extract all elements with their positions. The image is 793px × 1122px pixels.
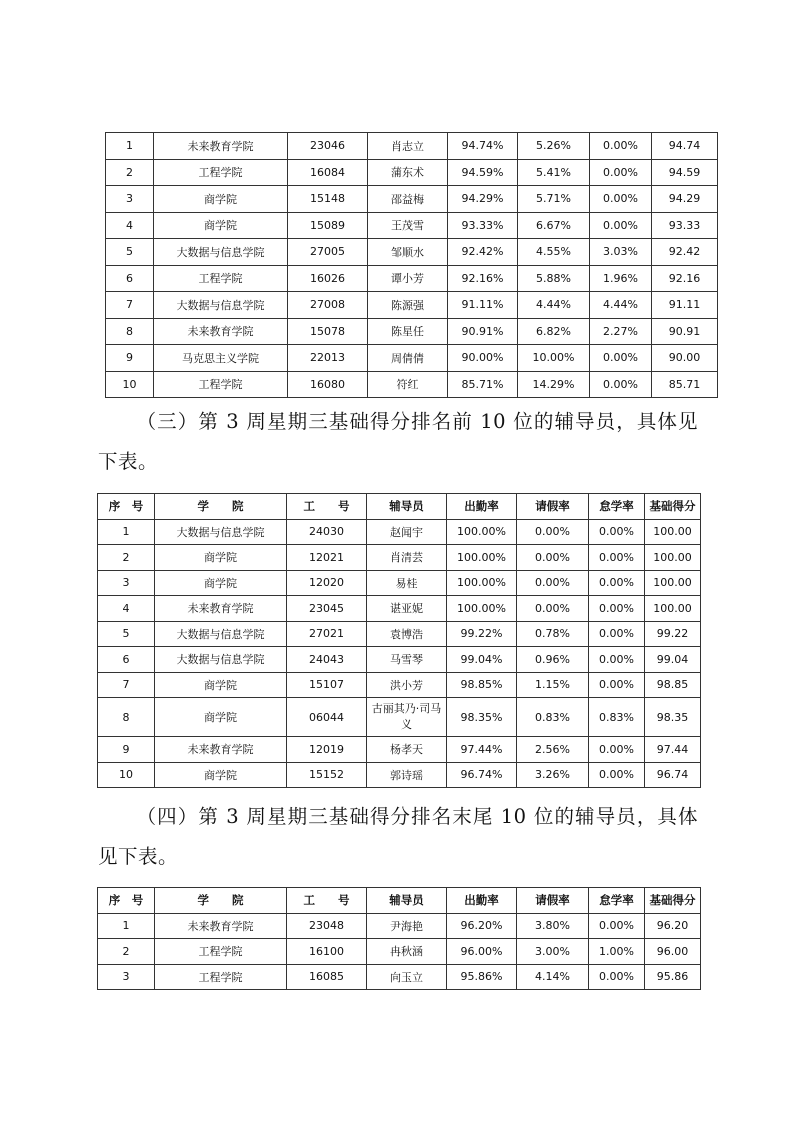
cell-base-score: 94.29 [652, 186, 718, 213]
cell-leave-rate: 3.26% [517, 762, 589, 788]
header-counselor: 辅导员 [367, 494, 447, 520]
cell-counselor: 蒲东术 [368, 159, 448, 186]
cell-truancy-rate: 4.44% [590, 292, 652, 319]
cell-staff-id: 16100 [287, 939, 367, 965]
top-10-table [97, 493, 701, 788]
cell-rank: 9 [98, 737, 155, 763]
table-row [106, 345, 718, 372]
table-row [106, 239, 718, 266]
cell-counselor: 谭小芳 [368, 265, 448, 292]
section-3-heading: （三）第 3 周星期三基础得分排名前 10 位的辅导员，具体见下表。 [98, 410, 698, 473]
cell-college: 马克思主义学院 [154, 345, 288, 372]
cell-rank: 10 [98, 762, 155, 788]
cell-counselor: 洪小芳 [367, 672, 447, 698]
cell-leave-rate: 6.82% [518, 318, 590, 345]
cell-attendance-rate: 97.44% [447, 737, 517, 763]
cell-leave-rate: 5.41% [518, 159, 590, 186]
cell-staff-id: 15089 [288, 212, 368, 239]
cell-college: 大数据与信息学院 [155, 647, 287, 673]
cell-truancy-rate: 0.00% [590, 371, 652, 398]
cell-leave-rate: 0.00% [517, 545, 589, 571]
cell-staff-id: 15148 [288, 186, 368, 213]
table-row [98, 596, 701, 622]
cell-rank: 1 [106, 133, 154, 160]
table-row [98, 621, 701, 647]
cell-base-score: 90.91 [652, 318, 718, 345]
cell-base-score: 96.74 [645, 762, 701, 788]
cell-leave-rate: 0.96% [517, 647, 589, 673]
cell-counselor: 袁博浩 [367, 621, 447, 647]
section-4-heading: （四）第 3 周星期三基础得分排名末尾 10 位的辅导员，具体见下表。 [98, 805, 698, 868]
cell-base-score: 100.00 [645, 596, 701, 622]
cell-base-score: 96.20 [645, 913, 701, 939]
cell-truancy-rate: 1.00% [589, 939, 645, 965]
cell-college: 工程学院 [154, 265, 288, 292]
cell-attendance-rate: 99.04% [447, 647, 517, 673]
cell-college: 工程学院 [154, 371, 288, 398]
cell-staff-id: 06044 [287, 698, 367, 737]
cell-staff-id: 16084 [288, 159, 368, 186]
table-row [98, 939, 701, 965]
cell-attendance-rate: 98.85% [447, 672, 517, 698]
cell-attendance-rate: 100.00% [447, 545, 517, 571]
cell-truancy-rate: 0.00% [590, 345, 652, 372]
cell-counselor: 肖清芸 [367, 545, 447, 571]
cell-college: 大数据与信息学院 [155, 621, 287, 647]
cell-attendance-rate: 93.33% [448, 212, 518, 239]
cell-base-score: 93.33 [652, 212, 718, 239]
cell-leave-rate: 2.56% [517, 737, 589, 763]
cell-attendance-rate: 99.22% [447, 621, 517, 647]
table-row [106, 318, 718, 345]
cell-base-score: 100.00 [645, 545, 701, 571]
cell-truancy-rate: 0.00% [589, 913, 645, 939]
cell-college: 商学院 [154, 186, 288, 213]
header-college: 学 院 [155, 494, 287, 520]
cell-leave-rate: 0.00% [517, 596, 589, 622]
cell-college: 商学院 [155, 762, 287, 788]
table-row [98, 762, 701, 788]
header-attendance-rate: 出勤率 [447, 888, 517, 914]
cell-counselor: 陈星任 [368, 318, 448, 345]
cell-rank: 2 [106, 159, 154, 186]
cell-leave-rate: 5.71% [518, 186, 590, 213]
cell-staff-id: 23048 [287, 913, 367, 939]
cell-staff-id: 15152 [287, 762, 367, 788]
table-row [98, 737, 701, 763]
cell-leave-rate: 4.44% [518, 292, 590, 319]
cell-college: 大数据与信息学院 [154, 292, 288, 319]
header-base-score: 基础得分 [645, 888, 701, 914]
cell-truancy-rate: 0.00% [590, 212, 652, 239]
cell-leave-rate: 5.26% [518, 133, 590, 160]
cell-leave-rate: 5.88% [518, 265, 590, 292]
table-row [98, 913, 701, 939]
cell-rank: 2 [98, 545, 155, 571]
cell-base-score: 98.85 [645, 672, 701, 698]
header-college: 学 院 [155, 888, 287, 914]
cell-rank: 10 [106, 371, 154, 398]
cell-rank: 3 [106, 186, 154, 213]
cell-rank: 6 [106, 265, 154, 292]
cell-counselor: 冉秋涵 [367, 939, 447, 965]
cell-rank: 7 [98, 672, 155, 698]
cell-attendance-rate: 100.00% [447, 519, 517, 545]
cell-college: 大数据与信息学院 [154, 239, 288, 266]
cell-college: 商学院 [155, 570, 287, 596]
cell-counselor: 古丽其乃·司马义 [367, 698, 447, 737]
cell-rank: 7 [106, 292, 154, 319]
cell-counselor: 易桂 [367, 570, 447, 596]
cell-college: 工程学院 [155, 939, 287, 965]
cell-truancy-rate: 0.00% [590, 159, 652, 186]
cell-truancy-rate: 0.00% [589, 545, 645, 571]
table-row [98, 672, 701, 698]
header-rank: 序 号 [98, 494, 155, 520]
cell-leave-rate: 0.83% [517, 698, 589, 737]
cell-college: 未来教育学院 [154, 133, 288, 160]
cell-college: 未来教育学院 [155, 737, 287, 763]
cell-truancy-rate: 0.00% [589, 519, 645, 545]
table-row [106, 186, 718, 213]
cell-college: 工程学院 [155, 964, 287, 990]
cell-counselor: 邹顺水 [368, 239, 448, 266]
cell-truancy-rate: 0.00% [589, 570, 645, 596]
cell-attendance-rate: 92.42% [448, 239, 518, 266]
table-header-row [98, 494, 701, 520]
cell-truancy-rate: 0.00% [589, 672, 645, 698]
cell-truancy-rate: 0.00% [590, 186, 652, 213]
cell-rank: 4 [98, 596, 155, 622]
cell-truancy-rate: 0.83% [589, 698, 645, 737]
cell-college: 商学院 [155, 698, 287, 737]
cell-leave-rate: 10.00% [518, 345, 590, 372]
cell-truancy-rate: 0.00% [590, 133, 652, 160]
cell-staff-id: 22013 [288, 345, 368, 372]
cell-base-score: 100.00 [645, 570, 701, 596]
header-attendance-rate: 出勤率 [447, 494, 517, 520]
table-row [106, 371, 718, 398]
table-row [98, 570, 701, 596]
cell-staff-id: 15107 [287, 672, 367, 698]
cell-base-score: 99.04 [645, 647, 701, 673]
cell-attendance-rate: 96.20% [447, 913, 517, 939]
cell-attendance-rate: 94.29% [448, 186, 518, 213]
cell-attendance-rate: 92.16% [448, 265, 518, 292]
cell-attendance-rate: 85.71% [448, 371, 518, 398]
cell-leave-rate: 1.15% [517, 672, 589, 698]
cell-truancy-rate: 0.00% [589, 596, 645, 622]
cell-truancy-rate: 3.03% [590, 239, 652, 266]
cell-staff-id: 12020 [287, 570, 367, 596]
cell-rank: 1 [98, 913, 155, 939]
cell-rank: 8 [98, 698, 155, 737]
table-row [98, 519, 701, 545]
cell-rank: 6 [98, 647, 155, 673]
cell-counselor: 郭诗瑶 [367, 762, 447, 788]
table-header-row [98, 888, 701, 914]
cell-staff-id: 24043 [287, 647, 367, 673]
cell-rank: 5 [106, 239, 154, 266]
cell-base-score: 92.16 [652, 265, 718, 292]
cell-counselor: 陈源强 [368, 292, 448, 319]
header-truancy-rate: 怠学率 [589, 494, 645, 520]
cell-truancy-rate: 0.00% [589, 964, 645, 990]
cell-base-score: 94.59 [652, 159, 718, 186]
table-row [98, 545, 701, 571]
cell-attendance-rate: 100.00% [447, 596, 517, 622]
cell-staff-id: 16026 [288, 265, 368, 292]
cell-rank: 9 [106, 345, 154, 372]
cell-staff-id: 16085 [287, 964, 367, 990]
cell-leave-rate: 0.78% [517, 621, 589, 647]
cell-base-score: 92.42 [652, 239, 718, 266]
cell-truancy-rate: 0.00% [589, 762, 645, 788]
cell-staff-id: 16080 [288, 371, 368, 398]
cell-attendance-rate: 90.00% [448, 345, 518, 372]
cell-counselor: 王茂雪 [368, 212, 448, 239]
cell-base-score: 95.86 [645, 964, 701, 990]
table-row [106, 133, 718, 160]
cell-college: 未来教育学院 [155, 913, 287, 939]
cell-college: 未来教育学院 [155, 596, 287, 622]
table-row [106, 212, 718, 239]
cell-base-score: 90.00 [652, 345, 718, 372]
cell-leave-rate: 0.00% [517, 519, 589, 545]
cell-counselor: 谌亚妮 [367, 596, 447, 622]
cell-truancy-rate: 1.96% [590, 265, 652, 292]
cell-base-score: 85.71 [652, 371, 718, 398]
cell-counselor: 周倩倩 [368, 345, 448, 372]
cell-staff-id: 24030 [287, 519, 367, 545]
cell-college: 工程学院 [154, 159, 288, 186]
header-base-score: 基础得分 [645, 494, 701, 520]
cell-base-score: 98.35 [645, 698, 701, 737]
header-staff-id: 工 号 [287, 494, 367, 520]
cell-leave-rate: 6.67% [518, 212, 590, 239]
cell-counselor: 尹海艳 [367, 913, 447, 939]
table-row [106, 159, 718, 186]
cell-counselor: 向玉立 [367, 964, 447, 990]
cell-college: 商学院 [155, 672, 287, 698]
header-truancy-rate: 怠学率 [589, 888, 645, 914]
cell-rank: 4 [106, 212, 154, 239]
cell-staff-id: 12019 [287, 737, 367, 763]
cell-counselor: 符红 [368, 371, 448, 398]
cell-rank: 1 [98, 519, 155, 545]
table-row [98, 647, 701, 673]
cell-attendance-rate: 98.35% [447, 698, 517, 737]
cell-staff-id: 23045 [287, 596, 367, 622]
cell-staff-id: 23046 [288, 133, 368, 160]
cell-leave-rate: 3.80% [517, 913, 589, 939]
cell-rank: 3 [98, 964, 155, 990]
cell-base-score: 97.44 [645, 737, 701, 763]
cell-college: 商学院 [154, 212, 288, 239]
header-rank: 序 号 [98, 888, 155, 914]
cell-staff-id: 27008 [288, 292, 368, 319]
cell-leave-rate: 0.00% [517, 570, 589, 596]
ranking-table-continued [105, 132, 718, 398]
cell-leave-rate: 3.00% [517, 939, 589, 965]
table-row [98, 964, 701, 990]
cell-rank: 5 [98, 621, 155, 647]
cell-attendance-rate: 95.86% [447, 964, 517, 990]
bottom-10-table [97, 887, 701, 990]
cell-rank: 8 [106, 318, 154, 345]
cell-attendance-rate: 94.59% [448, 159, 518, 186]
cell-attendance-rate: 96.00% [447, 939, 517, 965]
cell-rank: 2 [98, 939, 155, 965]
cell-base-score: 94.74 [652, 133, 718, 160]
cell-staff-id: 15078 [288, 318, 368, 345]
cell-college: 商学院 [155, 545, 287, 571]
cell-base-score: 99.22 [645, 621, 701, 647]
cell-attendance-rate: 94.74% [448, 133, 518, 160]
table-row [98, 698, 701, 737]
header-leave-rate: 请假率 [517, 888, 589, 914]
cell-attendance-rate: 96.74% [447, 762, 517, 788]
cell-staff-id: 27005 [288, 239, 368, 266]
cell-staff-id: 27021 [287, 621, 367, 647]
cell-truancy-rate: 0.00% [589, 621, 645, 647]
cell-rank: 3 [98, 570, 155, 596]
cell-staff-id: 12021 [287, 545, 367, 571]
cell-leave-rate: 14.29% [518, 371, 590, 398]
cell-attendance-rate: 90.91% [448, 318, 518, 345]
cell-attendance-rate: 100.00% [447, 570, 517, 596]
header-leave-rate: 请假率 [517, 494, 589, 520]
cell-counselor: 杨孝天 [367, 737, 447, 763]
table-row [106, 265, 718, 292]
cell-truancy-rate: 0.00% [589, 737, 645, 763]
cell-counselor: 赵闻宇 [367, 519, 447, 545]
header-staff-id: 工 号 [287, 888, 367, 914]
cell-counselor: 邵益梅 [368, 186, 448, 213]
cell-leave-rate: 4.55% [518, 239, 590, 266]
cell-base-score: 100.00 [645, 519, 701, 545]
header-counselor: 辅导员 [367, 888, 447, 914]
table-row [106, 292, 718, 319]
cell-attendance-rate: 91.11% [448, 292, 518, 319]
cell-truancy-rate: 0.00% [589, 647, 645, 673]
cell-college: 大数据与信息学院 [155, 519, 287, 545]
cell-counselor: 马雪琴 [367, 647, 447, 673]
cell-leave-rate: 4.14% [517, 964, 589, 990]
cell-truancy-rate: 2.27% [590, 318, 652, 345]
cell-base-score: 96.00 [645, 939, 701, 965]
cell-counselor: 肖志立 [368, 133, 448, 160]
cell-base-score: 91.11 [652, 292, 718, 319]
cell-college: 未来教育学院 [154, 318, 288, 345]
